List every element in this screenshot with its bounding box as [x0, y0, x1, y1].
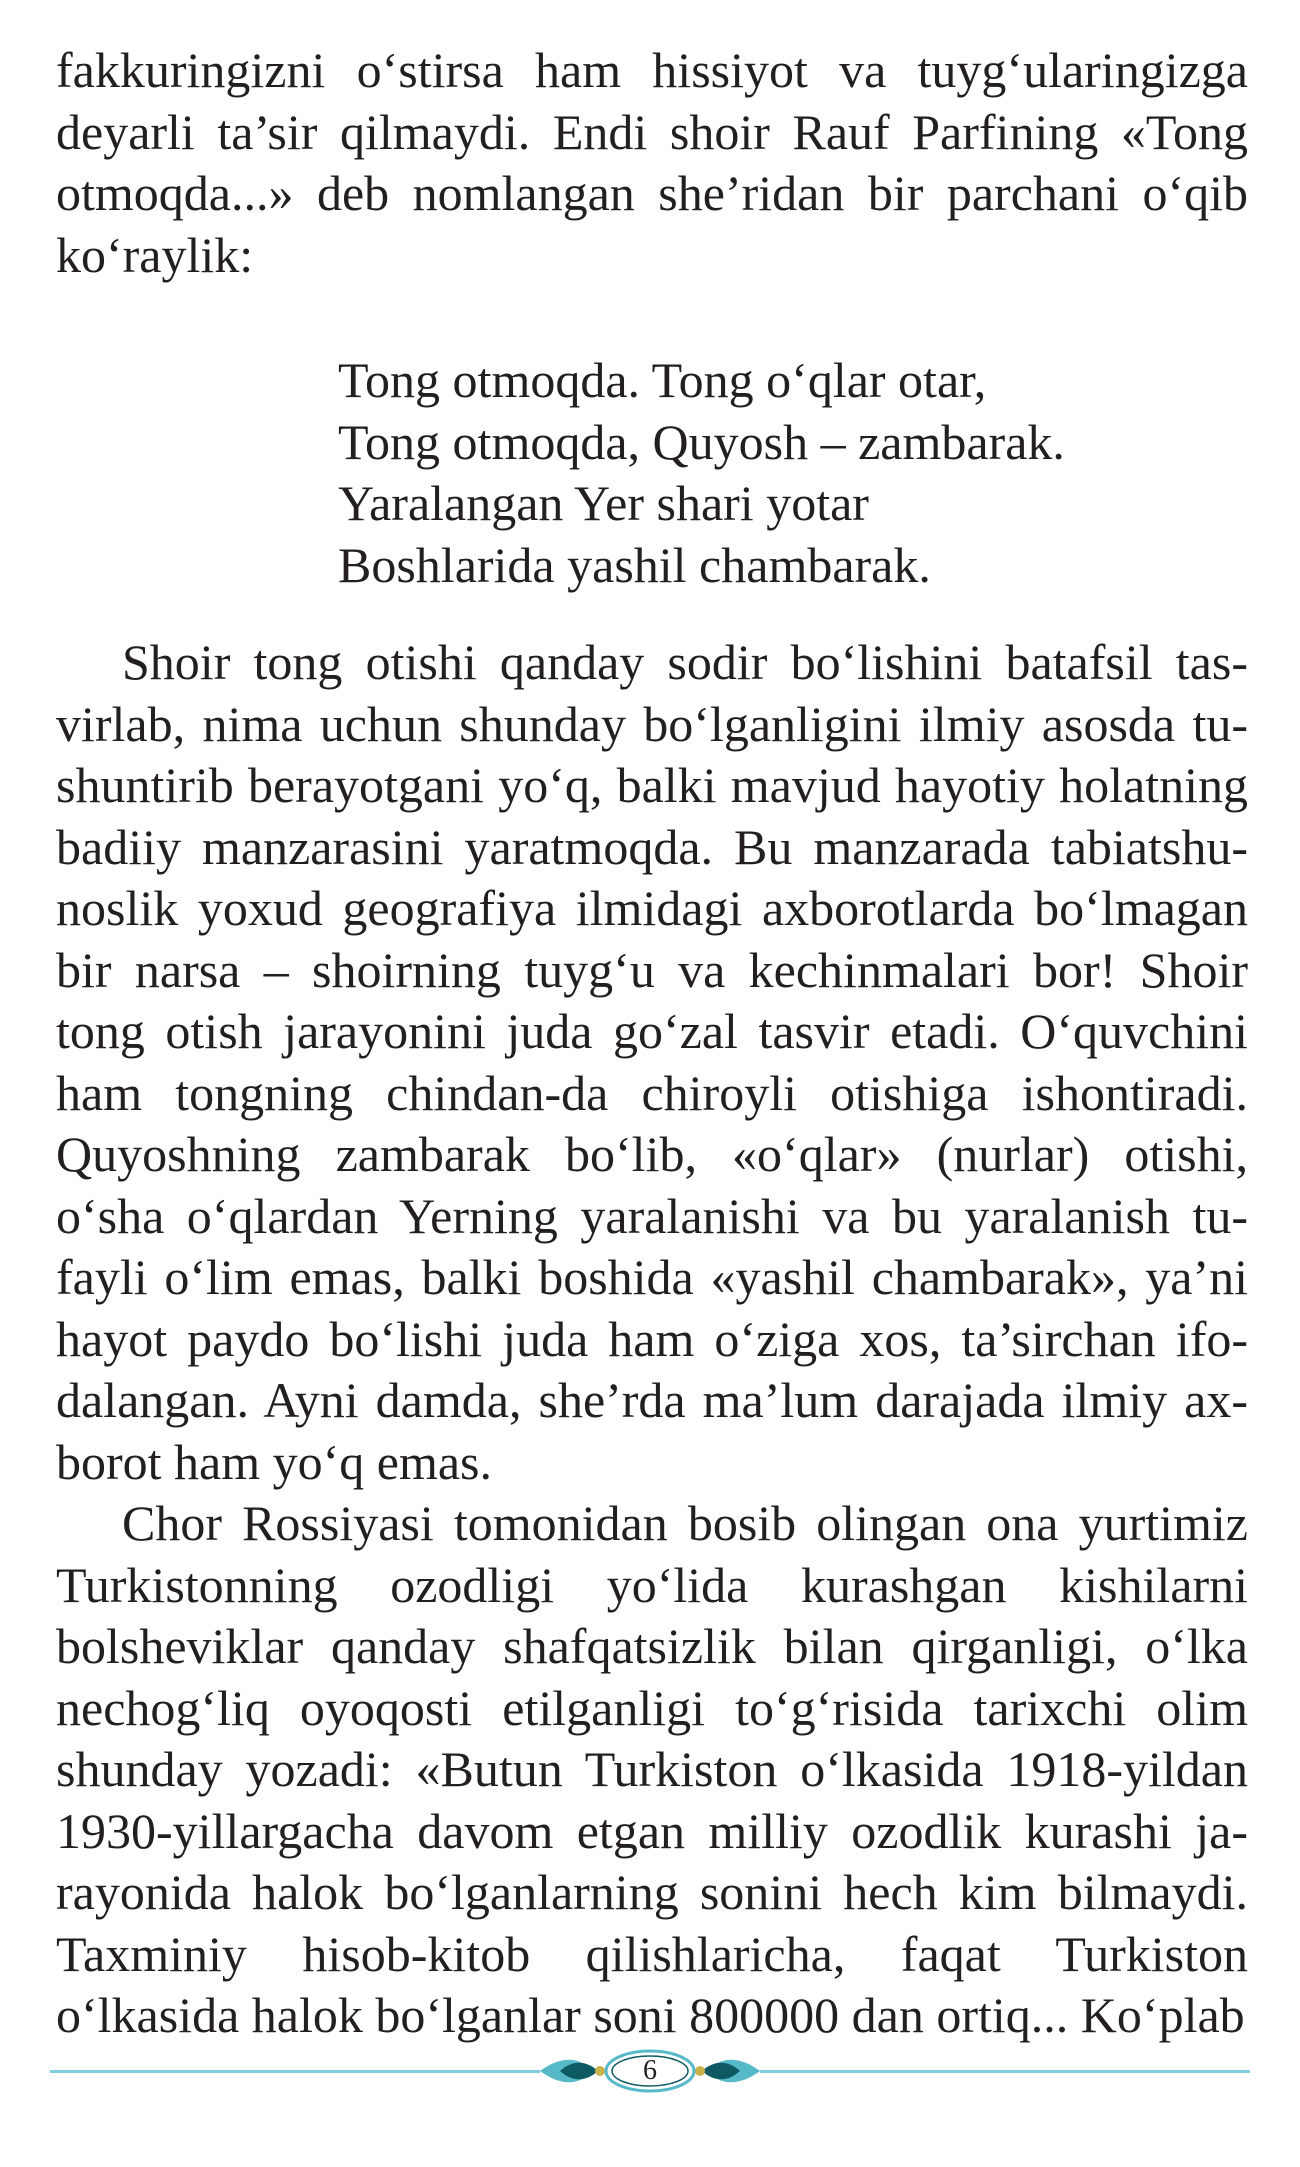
page-body	[56, 40, 1248, 2047]
intro-paragraph: fakkuringizni o‘stirsa ham hissiyot va tuyg‘ularingizga deyarli ta’sir qilmaydi. Endi shoir Rauf Parfining «Tong otmoqda...» deb nomlangan she’ridan bir parchani o‘qib ko‘raylik:	[56, 42, 1248, 283]
page-footer	[50, 2046, 1250, 2096]
poem-line-2: Tong otmoqda, Quyosh – zambarak.	[338, 413, 1065, 470]
page-number: 6	[643, 2055, 657, 2086]
analysis-paragraph: Shoir tong otishi qanday sodir bo‘lishini batafsil tasvirlab, nima uchun shunday bo‘lganligini ilmiy asosda tushuntirib berayotgani yo‘q, balki mavjud hayotiy holatning badiiy manzarasini yaratmoqda. Bu manzarada tabiatshunoslik yoxud geografiya ilmidagi axborotlarda bo‘lmagan bir narsa – shoirning tuyg‘u va kechinmalari bor! Shoir tong otish jarayonini juda go‘zal tasvir etadi. O‘quvchini ham tongning chindan-da chiroyli otishiga ishontiradi. Quyoshning zambarak bo‘lib, «o‘qlar» (nurlar) otishi, o‘sha o‘qlardan Yerning yaralanishi va bu yaralanish tufayli o‘lim emas, balki boshida «yashil chambarak», ya’ni hayot paydo bo‘lishi juda ham o‘ziga xos, ta’sirchan ifodalangan. Ayni damda, she’rda ma’lum darajada ilmiy axborot ham yo‘q emas.	[56, 634, 1248, 1490]
poem-line-3: Yaralangan Yer shari yotar	[338, 475, 869, 531]
history-paragraph: Chor Rossiyasi tomonidan bosib olingan ona yurtimiz Turkistonning ozodligi yo‘lida kurashgan kishilarni bolsheviklar qanday shafqatsizlik bilan qirganligi, o‘lka nechog‘liq oyoqosti etilganligi to‘g‘risida tarixchi olim shunday yozadi: «Butun Turkiston o‘lkasida 1918-yildan 1930-yillargacha davom etgan milliy ozodlik kurashi jarayonida halok bo‘lganlarning sonini hech kim bilmaydi. Taxminiy hisob-kitob qilishlaricha, faqat Turkiston o‘lkasida halok bo‘lganlar soni 800000 dan ortiq... Ko‘plab	[56, 1495, 1248, 2043]
poem-line-4: Boshlarida yashil chambarak.	[338, 536, 931, 593]
poem-line-1: Tong otmoqda. Tong o‘qlar otar,	[338, 352, 987, 408]
poem-stanza	[338, 350, 1248, 596]
